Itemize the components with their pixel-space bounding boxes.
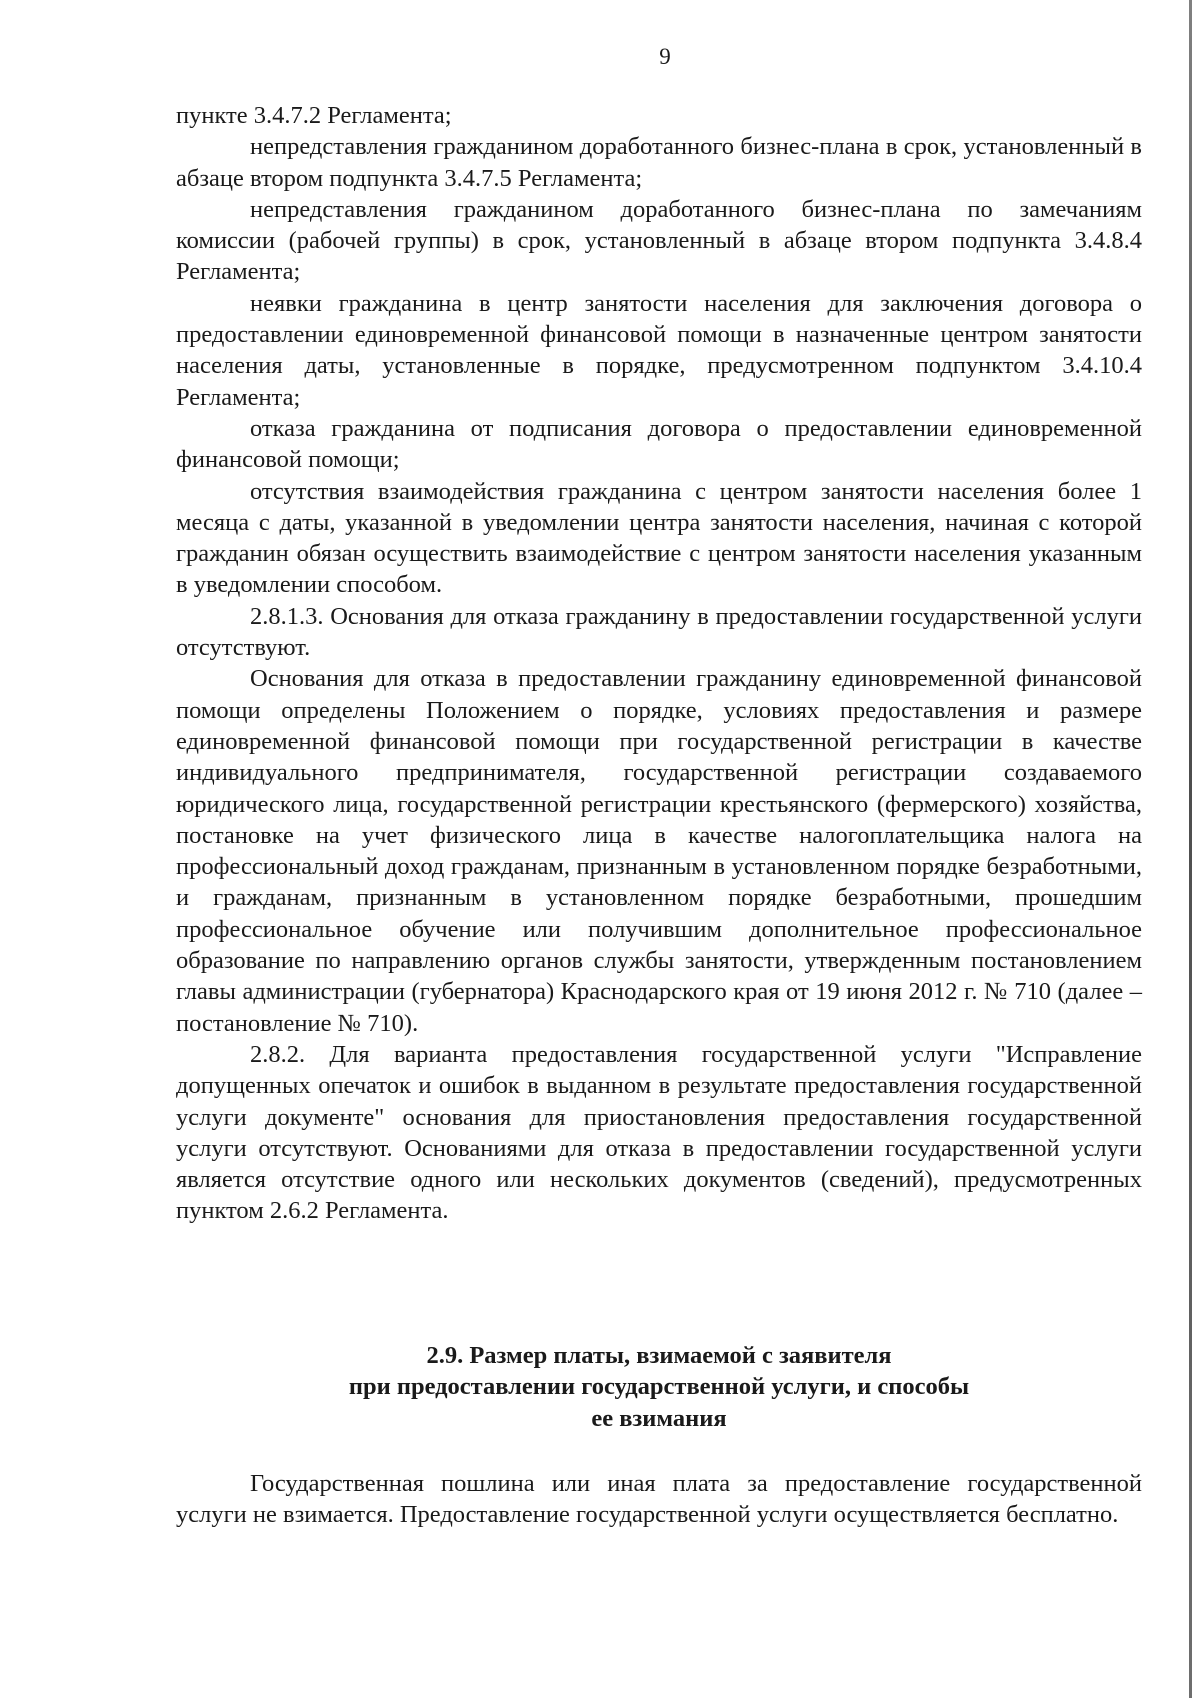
fee-text-block [176, 1468, 1142, 1531]
paragraph-continuation: пункте 3.4.7.2 Регламента; [176, 102, 452, 129]
paragraph-business-plan-remarks: непредставления гражданином доработанного бизнес-плана по замечаниям комиссии (рабочей группы) в срок, установленный в абзаце втором подпункта 3.4.8.4 Регламента; [176, 195, 1142, 286]
section-heading-2-9 [176, 1340, 1142, 1434]
paragraph-2-8-2: 2.8.2. Для варианта предоставления государственной услуги "Исправление допущенных опечаток и ошибок в выданном в результате предоставления государственной услуги документе" основания для приостановления предоставления государственной услуги отсутствуют. Основаниями для отказа в предоставлении государственной услуги является отсутствие одного или нескольких документов (сведений), предусмотренных пунктом 2.6.2 Регламента. [176, 1040, 1142, 1225]
paragraph-no-show: неявки гражданина в центр занятости населения для заключения договора о предоставлении единовременной финансовой помощи в назначенные центром занятости населения даты, установленные в порядке, предусмотренном подпунктом 3.4.10.4 Регламента; [176, 289, 1142, 411]
paragraph-refusal-grounds: Основания для отказа в предоставлении гражданину единовременной финансовой помощи определены Положением о порядке, условиях предоставления и размере единовременной финансовой помощи при государственной регистрации в качестве индивидуального предпринимателя, государственной регистрации создаваемого юридического лица, государственной регистрации крестьянского (фермерского) хозяйства, постановке на учет физического лица в качестве налогоплательщика налога на профессиональный доход гражданам, признанным в установленном порядке безработными, и гражданам, признанным в установленном порядке безработными, прошедшим профессиональное обучение или получившим дополнительное профессиональное образование по направлению органов службы занятости, утвержденным постановлением главы администрации (губернатора) Краснодарского края от 19 июня 2012 г. № 710 (далее – постановление № 710). [176, 665, 1142, 1037]
paragraph-business-plan-deadline: непредставления гражданином доработанного бизнес-плана в срок, установленный в абзаце втором подпункта 3.4.7.5 Регламента; [176, 133, 1142, 192]
paragraph-refusal-to-sign: отказа гражданина от подписания договора о предоставлении единовременной финансовой помощи; [176, 414, 1142, 474]
page-number: 9 [659, 44, 671, 69]
scan-edge-shadow [1189, 0, 1192, 1698]
main-text-block [176, 100, 1142, 1227]
paragraph-2-8-1-3: 2.8.1.3. Основания для отказа гражданину в предоставлении государственной услуги отсутствуют. [176, 602, 1142, 662]
section-heading-line: ее взимания [591, 1404, 727, 1432]
section-heading-line: при предоставлении государственной услуги, и способы [348, 1373, 970, 1401]
paragraph-fee: Государственная пошлина или иная плата за предоставление государственной услуги не взимается. Предоставление государственной услуги осуществляется бесплатно. [176, 1470, 1142, 1529]
section-heading-line: 2.9. Размер платы, взимаемой с заявителя [426, 1342, 892, 1369]
paragraph-no-interaction: отсутствия взаимодействия гражданина с центром занятости населения более 1 месяца с даты, указанной в уведомлении центра занятости населения, начиная с которой гражданин обязан осуществить взаимодействие с центром занятости населения указанным в уведомлении способом. [176, 477, 1142, 599]
